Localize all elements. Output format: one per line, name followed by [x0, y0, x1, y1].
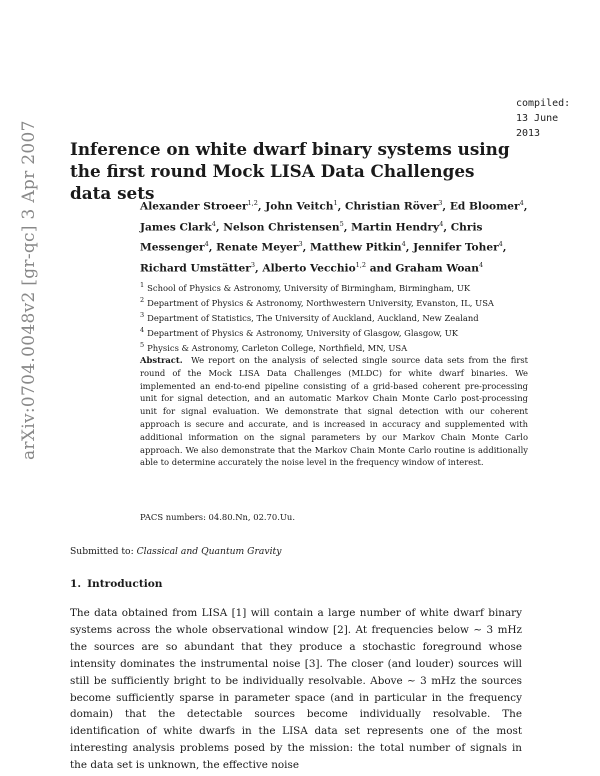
section-number: 1. — [70, 578, 82, 590]
compiled-label: compiled: — [516, 98, 571, 109]
affiliation-number: 3 — [140, 311, 145, 319]
author-affiliation-mark: 5 — [339, 219, 344, 228]
author: James Clark — [140, 221, 212, 234]
compiled-day-month: 13 June — [516, 113, 559, 124]
author-separator: , — [523, 200, 528, 213]
author: Christian Röver — [345, 200, 439, 213]
affiliation-list — [140, 279, 560, 354]
author-separator: , — [208, 241, 217, 254]
author-separator: , — [502, 241, 507, 254]
author: Nelson Christensen — [223, 221, 340, 234]
author-separator: , — [215, 221, 224, 234]
paper-title: Inference on white dwarf binary systems using the first round Mock LISA Data Challenges data sets — [70, 139, 510, 203]
author: John Veitch — [265, 200, 334, 213]
author-affiliation-mark: 3 — [250, 260, 255, 269]
affiliation-item — [140, 279, 560, 294]
author-affiliation-mark: 4 — [211, 219, 216, 228]
author-separator: , — [254, 262, 263, 275]
author-affiliation-mark: 4 — [401, 240, 406, 249]
pacs-numbers: PACS numbers: 04.80.Nn, 02.70.Uu. — [140, 512, 295, 522]
author-separator: , — [337, 200, 346, 213]
affiliation-number: 4 — [140, 326, 145, 334]
affiliation-number: 2 — [140, 296, 145, 304]
author-separator: , — [405, 241, 414, 254]
author-separator: , — [343, 221, 352, 234]
author-affiliation-mark: 4 — [519, 199, 524, 207]
compiled-year: 2013 — [516, 128, 541, 139]
affiliation-text: Physics & Astronomy, Carleton College, Northfield, MN, USA — [147, 342, 408, 353]
author-affiliation-mark: 4 — [439, 219, 444, 228]
author-affiliation-mark: 4 — [498, 240, 503, 249]
author: Renate Meyer — [216, 241, 299, 254]
author-affiliation-mark: 3 — [298, 240, 303, 249]
affiliation-number: 5 — [140, 341, 145, 349]
author-affiliation-mark: 4 — [204, 240, 209, 249]
author: Richard Umstätter — [140, 262, 251, 275]
author-affiliation-mark: 4 — [478, 260, 484, 269]
author-separator: , — [257, 200, 266, 213]
author: Alberto Vecchio — [262, 262, 356, 275]
author: Matthew Pitkin — [310, 241, 402, 254]
submitted-to — [70, 546, 470, 558]
author-conjunction: and — [366, 262, 396, 275]
author-separator: , — [302, 241, 311, 254]
affiliation-item — [140, 294, 560, 309]
section-heading — [70, 577, 370, 591]
affiliation-text: Department of Physics & Astronomy, University of Glasgow, Glasgow, UK — [147, 327, 459, 338]
intro-paragraph: The data obtained from LISA [1] will contain a large number of white dwarf binary systems across the whole observational window [2]. At frequencies below ∼ 3 mHz the sources are so abundant that they produce a stochastic foreground whose intensity dominates the instrumental noise [3]. The closer (and louder) sources will still be sufficiently bright to be individually resolvable. Above ∼ 3 mHz the sources become sufficiently sparse in parameter space (and in particular in the frequency domain) that the detectable sources become individually resolvable. The identification of white dwarfs in the LISA data set represents one of the most interesting analysis problems posed by the mission: the total number of signals in the data set is unknown, the effective noise — [70, 607, 522, 772]
author: Alexander Stroeer — [140, 200, 248, 213]
affiliation-text: School of Physics & Astronomy, University of Birmingham, Birmingham, UK — [147, 282, 471, 293]
author: Ed Bloomer — [449, 200, 520, 213]
author-affiliation-mark: 1,2 — [247, 199, 258, 207]
affiliation-item — [140, 339, 560, 354]
affiliation-item — [140, 309, 560, 324]
author: Chris Messenger — [140, 221, 483, 254]
author-affiliation-mark: 1 — [333, 199, 338, 207]
journal-name: Classical and Quantum Gravity — [136, 546, 282, 557]
affiliation-number: 1 — [140, 281, 145, 289]
affiliation-text: Department of Statistics, The University of Auckland, Auckland, New Zealand — [147, 312, 479, 323]
author-affiliation-mark: 3 — [438, 199, 443, 207]
section-title: Introduction — [87, 578, 163, 590]
affiliation-text: Department of Physics & Astronomy, Northwestern University, Evanston, IL, USA — [147, 297, 494, 308]
author: Jennifer Toher — [413, 241, 499, 254]
author-list — [140, 195, 540, 277]
author-affiliation-mark: 1,2 — [355, 260, 366, 269]
compiled-date — [516, 96, 596, 141]
abstract-label: Abstract. — [140, 355, 183, 365]
author: Graham Woan — [395, 262, 479, 275]
author: Martin Hendry — [351, 221, 440, 234]
author-separator: , — [443, 221, 451, 234]
abstract-text: We report on the analysis of selected single source data sets from the first round of the Mock LISA Data Challenges (MLDC) for white dwarf binaries. We implemented an end-to-end pipeline consisting of a grid-based coherent pre-processing unit for signal detection, and an automatic Markov Chain Monte Carlo post-processing unit for signal evaluation. We demonstrate that signal detection with our coherent approach is secure and accurate, and is increased in accuracy and supplemented with additional information on the signal parameters by our Markov Chain Monte Carlo approach. We also demonstrate that the Markov Chain Monte Carlo routine is additionally able to determine accurately the noise level in the frequency window of interest. — [140, 355, 529, 468]
arxiv-stamp: arXiv:0704.0048v2 [gr-qc] 3 Apr 2007 — [19, 120, 39, 460]
affiliation-item — [140, 324, 560, 339]
author-separator: , — [442, 200, 450, 213]
abstract — [140, 354, 528, 469]
submitted-label: Submitted to: — [70, 546, 134, 557]
